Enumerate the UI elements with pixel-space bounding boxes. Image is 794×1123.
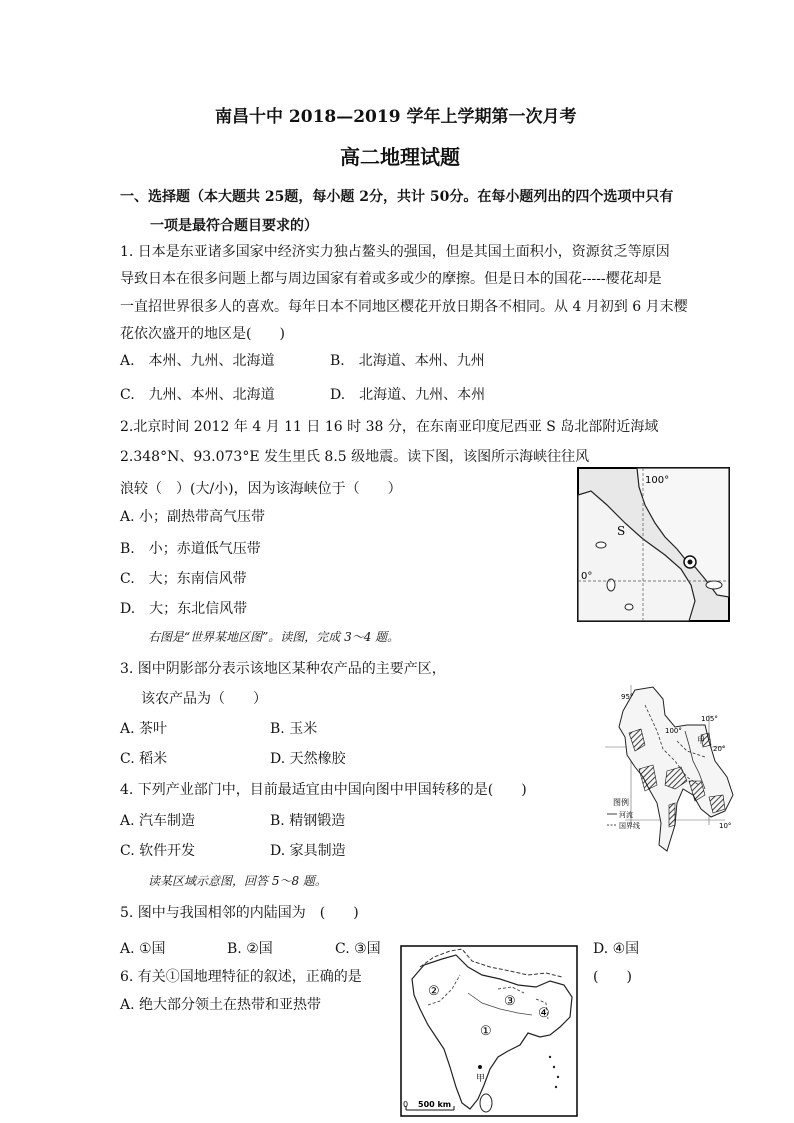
q6-paren: ( ) [593, 969, 632, 985]
q2-option-d: D. 大；东北信风带 [120, 601, 248, 617]
q2-option-c: C. 大；东南信风带 [120, 571, 247, 587]
q2-line3: 浪较（ ）(大/小)，因为该海峡位于（ ） [120, 481, 402, 497]
section-heading-line1: 一、选择题（本大题共 25题，每小题 2分，共计 50分。在每小题列出的四个选项中只有 [120, 189, 674, 205]
q5-option-c: C. ③国 [335, 941, 381, 957]
strait-map [577, 467, 730, 622]
map2-lon-95: 95° [621, 693, 634, 701]
q2-line2: 2.348°N、93.073°E 发生里氏 8.5 级地震。读下图，该图所示海峡往往风 [120, 449, 590, 465]
q1-option-d: D. 北海道、九州、本州 [330, 387, 486, 403]
map3-country-1: ① [480, 1024, 492, 1039]
q1-line4: 花依次盛开的地区是( ) [120, 326, 285, 342]
q4-option-a: A. 汽车制造 [120, 813, 196, 829]
section-heading-line2: 一项是最符合题目要求的） [150, 218, 318, 234]
map2-lon-100: 100° [665, 727, 682, 735]
map2-lon-105: 105° [701, 715, 718, 723]
q2-option-b: B. 小；赤道低气压带 [120, 541, 261, 557]
q3-option-a: A. 茶叶 [120, 721, 168, 737]
map2-country-jia: 甲 [697, 736, 705, 745]
q1-line1: 1. 日本是东亚诸多国家中经济实力独占鳌头的强国，但是其国土面积小，资源贫乏等原因 [120, 244, 670, 260]
q4-option-c: C. 软件开发 [120, 843, 196, 859]
q4-option-b: B. 精钢锻造 [270, 813, 346, 829]
q5-option-d: D. ④国 [593, 941, 640, 957]
q1-line2: 导致日本在很多问题上都与周边国家有着或多或少的摩擦。但是日本的国花-----樱花却是 [120, 271, 662, 287]
q4-option-d: D. 家具制造 [270, 843, 346, 859]
q5-option-b: B. ②国 [227, 941, 273, 957]
q4-line1: 4. 下列产业部门中，目前最适宜由中国向图中甲国转移的是( ) [120, 782, 527, 798]
map3-country-2: ② [428, 984, 440, 999]
q6-line1: 6. 有关①国地理特征的叙述，正确的是 [120, 969, 362, 985]
q3-option-b: B. 玉米 [270, 721, 318, 737]
q5-option-a: A. ①国 [120, 941, 166, 957]
map3-city-jia: 甲 [476, 1074, 486, 1084]
exam-subtitle: 高二地理试题 [340, 145, 460, 169]
map1-lon-label: 100° [645, 475, 670, 486]
q3-option-c: C. 稻米 [120, 751, 168, 767]
q2-option-a: A. 小；副热带高气压带 [120, 509, 266, 525]
note-questions-3-4: 右图是“世界某地区图”。读图，完成 3～4 题。 [148, 630, 400, 644]
q1-option-b: B. 北海道、本州、九州 [330, 353, 485, 369]
south-asia-map [400, 945, 578, 1117]
map3-scale-zero: 0 [403, 1100, 409, 1109]
map2-lat-10: 10° [719, 822, 732, 830]
map3-country-3: ③ [504, 994, 516, 1009]
q3-line1: 3. 图中阴影部分表示该地区某种农产品的主要产区， [120, 661, 446, 677]
map1-lat-label: 0° [581, 571, 593, 582]
q5-line1: 5. 图中与我国相邻的内陆国为 ( ) [120, 905, 359, 921]
map3-scale-text: 500 km [418, 1100, 452, 1109]
q3-line2: 该农产品为（ ） [141, 691, 267, 707]
q1-line3: 一直招世界很多人的喜欢。每年日本不同地区樱花开放日期各不相同。从 4 月初到 6 月末樱 [120, 299, 688, 315]
q6-option-a: A. 绝大部分领土在热带和亚热带 [120, 997, 322, 1013]
southeast-asia-map [605, 685, 737, 857]
q2-line1: 2.北京时间 2012 年 4 月 11 日 16 时 38 分，在东南亚印度尼西亚 S 岛北部附近海域 [120, 419, 659, 435]
exam-title: 南昌十中 2018—2019 学年上学期第一次月考 [215, 107, 577, 127]
map2-lat-20: 20° [713, 745, 726, 753]
map2-legend-title: 图例 [613, 798, 629, 807]
q1-option-c: C. 九州、本州、北海道 [120, 387, 275, 403]
q1-option-a: A. 本州、九州、北海道 [120, 353, 275, 369]
map2-legend-border: 国界线 [619, 822, 640, 830]
map2-legend-river: 河流 [619, 811, 633, 819]
map3-country-4: ④ [538, 1006, 550, 1021]
q3-option-d: D. 天然橡胶 [270, 751, 346, 767]
note-questions-5-8: 读某区域示意图，回答 5～8 题。 [148, 874, 327, 888]
map1-island-label: S [617, 524, 626, 538]
